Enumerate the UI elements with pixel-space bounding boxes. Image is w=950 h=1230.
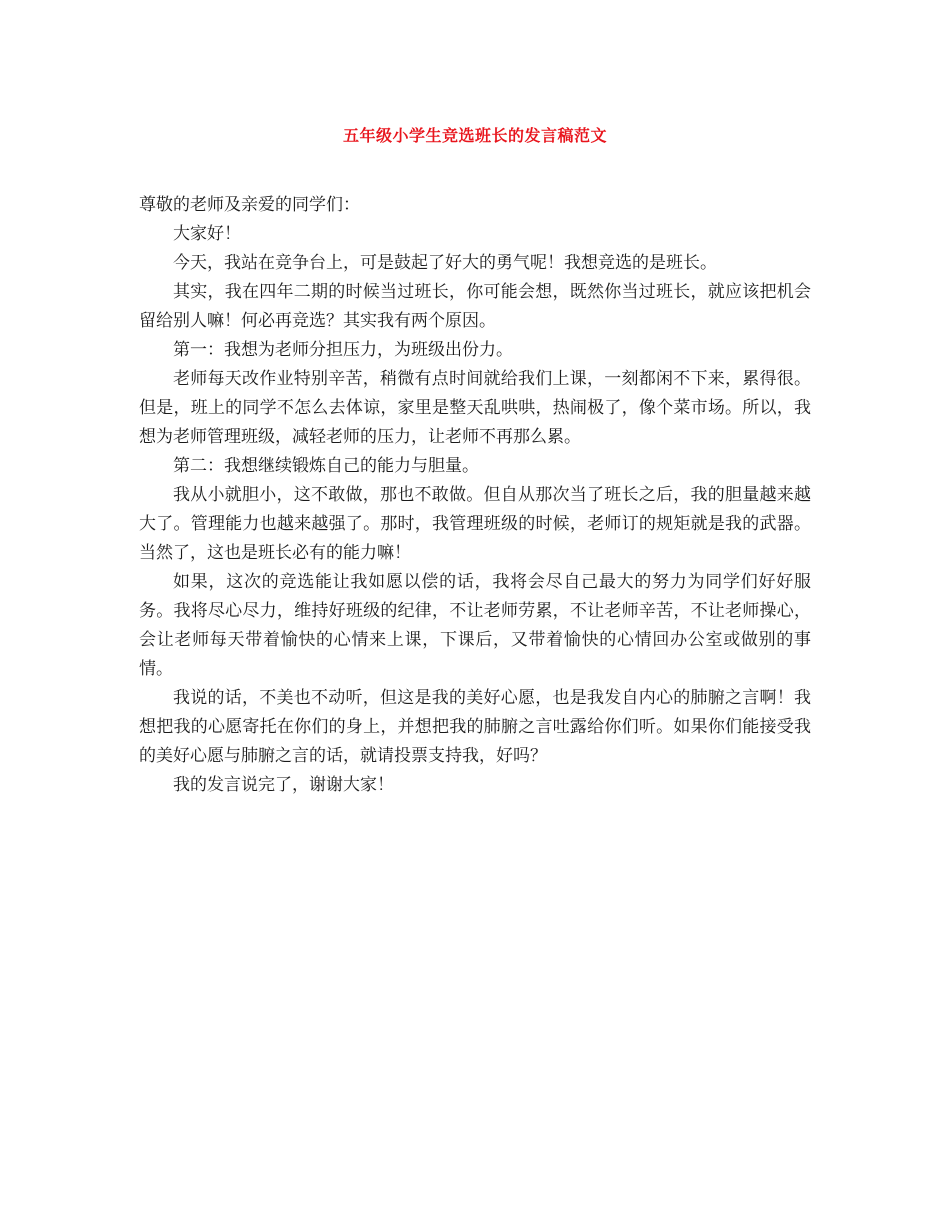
paragraph-reason-two-detail: 我从小就胆小，这不敢做，那也不敢做。但自从那次当了班长之后，我的胆量越来越大了。管理能力也越来越强了。那时，我管理班级的时候，老师订的规矩就是我的武器。当然了，这也是班长必有的能力嘛！ xyxy=(139,485,811,563)
paragraph-intro: 今天，我站在竞争台上，可是鼓起了好大的勇气呢！我想竞选的是班长。 xyxy=(173,253,717,273)
salutation: 尊敬的老师及亲爱的同学们： xyxy=(139,195,360,215)
document-body xyxy=(139,191,811,800)
paragraph-greeting: 大家好！ xyxy=(173,224,241,244)
paragraph-reason-two: 第二：我想继续锻炼自己的能力与胆量。 xyxy=(173,456,479,476)
paragraph-promise: 如果，这次的竞选能让我如愿以偿的话，我将会尽自己最大的努力为同学们好好服务。我将尽心尽力，维持好班级的纪律，不让老师劳累，不让老师辛苦，不让老师操心，会让老师每天带着愉快的心情来上课，下课后，又带着愉快的心情回办公室或做别的事情。 xyxy=(139,572,811,679)
paragraph-reason-one: 第一：我想为老师分担压力，为班级出份力。 xyxy=(173,340,513,360)
paragraph-background: 其实，我在四年二期的时候当过班长，你可能会想，既然你当过班长，就应该把机会留给别人嘛！何必再竞选？其实我有两个原因。 xyxy=(139,282,811,331)
paragraph-closing: 我的发言说完了，谢谢大家！ xyxy=(173,775,394,795)
paragraph-appeal: 我说的话，不美也不动听，但这是我的美好心愿，也是我发自内心的肺腑之言啊！我想把我的心愿寄托在你们的身上，并想把我的肺腑之言吐露给你们听。如果你们能接受我的美好心愿与肺腑之言的话，就请投票支持我，好吗？ xyxy=(139,688,811,766)
paragraph-reason-one-detail: 老师每天改作业特别辛苦，稍微有点时间就给我们上课，一刻都闲不下来，累得很。但是，班上的同学不怎么去体谅，家里是整天乱哄哄，热闹极了，像个菜市场。所以，我想为老师管理班级，减轻老师的压力，让老师不再那么累。 xyxy=(139,369,811,447)
document-title: 五年级小学生竞选班长的发言稿范文 xyxy=(342,126,607,145)
